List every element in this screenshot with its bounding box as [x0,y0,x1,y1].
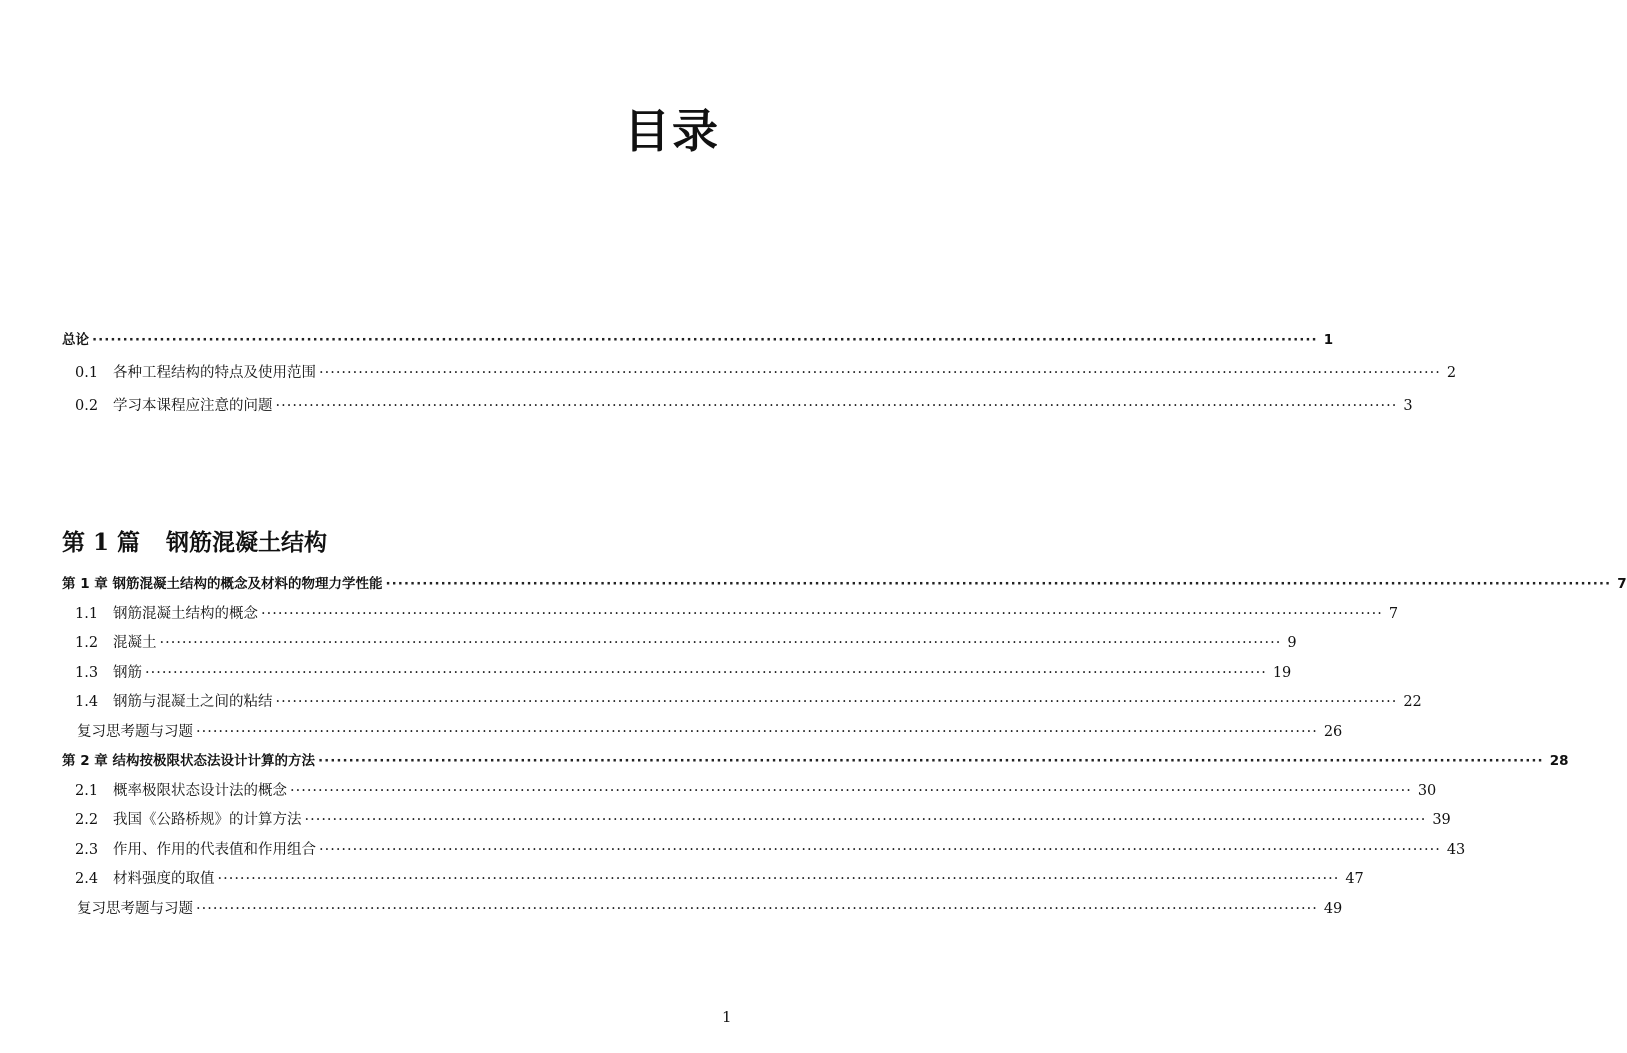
toc-entry[interactable] [0,572,1627,596]
toc-entry-number: 2.4 [75,871,99,887]
toc-entry-text: 总论 [62,332,89,348]
toc-entry-text: 第 2 章 结构按极限状态法设计计算的方法 [62,753,315,769]
toc-entry-text: 钢筋与混凝土之间的粘结 [113,694,273,710]
part-heading [62,524,327,557]
toc-entry-page: 19 [1272,664,1292,681]
toc-entry-page: 9 [1287,635,1297,651]
toc-entry-page: 1 [1323,332,1334,348]
toc-entry[interactable] [0,749,1569,773]
toc-leader-dots: ········································································································································································································ [304,812,1427,828]
toc-entry-page: 26 [1323,723,1343,740]
toc-entry-text: 材料强度的取值 [113,871,215,887]
toc-entry-number: 0.2 [75,398,99,414]
part-name: 钢筋混凝土结构 [166,529,328,556]
toc-entry-text: 学习本课程应注意的问题 [113,398,273,414]
toc-leader-dots: ········································································································································································································ [275,398,1398,414]
toc-entry-label [75,394,273,418]
page-title: 目录 [624,104,720,158]
toc-entry-page: 47 [1345,871,1364,887]
toc-entry-label [75,690,273,714]
part-label: 第 1 篇 [62,529,141,556]
toc-entry[interactable] [0,720,1343,744]
toc-leader-dots: ········································································································································································································ [318,753,1544,769]
toc-entry-page: 28 [1549,753,1569,769]
toc-entry-label [75,808,302,832]
toc-entry-text: 复习思考题与习题 [77,900,193,917]
toc-leader-dots: ········································································································································································································ [319,365,1441,381]
toc-entry-number: 2.2 [75,812,99,828]
toc-entry[interactable] [0,661,1292,685]
toc-entry-number: 1.1 [75,605,99,622]
toc-leader-dots: ········································································································································································································ [159,635,1282,651]
toc-entry-page: 7 [1388,605,1399,622]
toc-entry-label [75,631,157,655]
toc-entry-number: 0.1 [75,365,99,381]
toc-entry-label [75,361,316,385]
toc-leader-dots: ········································································································································································································ [196,900,1318,917]
toc-entry-text: 复习思考题与习题 [77,723,193,740]
toc-leader-dots: ········································································································································································································ [217,871,1340,887]
toc-entry[interactable] [0,690,1422,714]
toc-entry-page: 49 [1323,900,1343,917]
toc-entry[interactable] [0,897,1343,921]
toc-entry-page: 30 [1417,782,1437,799]
page-number: 1 [722,1008,732,1026]
toc-entry[interactable] [0,779,1437,803]
toc-entry-label [75,602,258,626]
toc-entry-text: 第 1 章 钢筋混凝土结构的概念及材料的物理力学性能 [62,576,383,592]
toc-entry[interactable] [0,838,1466,862]
toc-entry[interactable] [0,602,1399,626]
toc-entry[interactable] [0,328,1334,352]
toc-entry-label [62,572,383,596]
toc-entry-number: 1.2 [75,635,99,651]
toc-leader-dots: ········································································································································································································ [319,841,1441,858]
toc-entry-label [77,720,193,744]
toc-leader-dots: ········································································································································································································ [275,694,1398,710]
toc-entry[interactable] [0,631,1297,655]
toc-entry-page: 43 [1446,841,1466,858]
toc-entry-number: 2.3 [75,841,99,858]
toc-entry-page: 7 [1617,576,1627,592]
toc-leader-dots: ········································································································································································································ [290,782,1412,799]
toc-entry-text: 钢筋混凝土结构的概念 [113,605,258,622]
toc-entry-label [77,897,193,921]
toc-entry[interactable] [0,361,1457,385]
toc-entry-text: 概率极限状态设计法的概念 [113,782,287,799]
toc-entry[interactable] [0,867,1364,891]
toc-leader-dots: ········································································································································································································ [92,332,1318,348]
toc-entry-label [62,749,315,773]
toc-entry-number: 1.4 [75,694,99,710]
toc-entry-page: 2 [1446,365,1457,381]
toc-entry-text: 混凝土 [113,635,157,651]
toc-entry-number: 1.3 [75,664,99,681]
toc-leader-dots: ········································································································································································································ [385,576,1612,592]
toc-entry-page: 39 [1432,812,1451,828]
toc-entry-text: 各种工程结构的特点及使用范围 [113,365,316,381]
toc-entry-text: 钢筋 [113,664,142,681]
toc-entry-page: 22 [1403,694,1422,710]
toc-entry-text: 作用、作用的代表值和作用组合 [113,841,316,858]
toc-entry-label [62,328,89,352]
toc-entry-label [75,838,316,862]
toc-entry-page: 3 [1403,398,1413,414]
toc-entry-number: 2.1 [75,782,99,799]
toc-leader-dots: ········································································································································································································ [261,605,1383,622]
toc-leader-dots: ········································································································································································································ [145,664,1267,681]
toc-entry[interactable] [0,394,1413,418]
toc-entry-label [75,867,215,891]
toc-entry-label [75,779,287,803]
toc-entry-text: 我国《公路桥规》的计算方法 [113,812,302,828]
toc-entry-label [75,661,142,685]
toc-entry[interactable] [0,808,1451,832]
toc-leader-dots: ········································································································································································································ [196,723,1318,740]
